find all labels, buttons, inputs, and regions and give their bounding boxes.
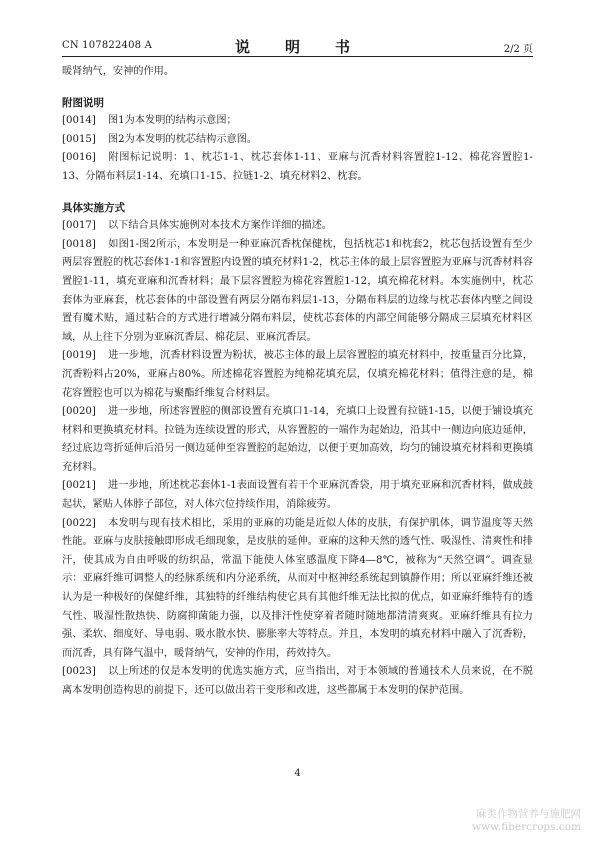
paragraph-text: 以上所述的仅是本发明的优选实施方式，应当指出，对于本领域的普通技术人员来说，在不脱离本发明创造构思的前提下，还可以做出若干变形和改进，这些都属于本发明的保护范围。: [62, 666, 533, 696]
paragraph-number: [0023]: [62, 666, 96, 678]
document-number: CN 107822408 A: [62, 40, 153, 51]
page-info: 2/2 页: [503, 44, 533, 55]
intro-continuation: 暖肾纳气，安神的作用。: [62, 66, 175, 77]
paragraph-text: 进一步地，所述容置腔的侧部设置有充填口1-14，充填口上设置有拉链1-15，以便于铺设填充材料和更换填充材料。拉链为连续设置的形式，从容置腔的一端作为起始边，沿其中一侧边向底边延伸，经过底边弯折延伸后沿另一侧边延伸至容置腔的起始边，以便于更加高效，均匀的铺设填充材料和更换填充材料。: [62, 406, 533, 473]
paragraph-0022: [62, 515, 533, 664]
paragraph-number: [0021]: [62, 480, 96, 492]
paragraph-number: [0014]: [62, 115, 96, 127]
paragraph-0021: [62, 477, 533, 514]
document-title: 说 明 书: [234, 38, 360, 56]
paragraph-text: 以下结合具体实施例对本技术方案作详细的描述。: [108, 220, 333, 232]
paragraph-text: 图1为本发明的结构示意图；: [108, 115, 237, 127]
paragraph-0019: [62, 347, 533, 403]
site-watermark: [472, 808, 581, 834]
paragraph-number: [0022]: [62, 517, 96, 529]
paragraph-0020: [62, 403, 533, 477]
paragraph-number: [0017]: [62, 220, 96, 232]
paragraph-0017: [62, 217, 533, 236]
page-header: [0, 0, 595, 60]
paragraph-number: [0020]: [62, 406, 96, 418]
paragraph-text: 图2为本发明的枕芯结构示意图。: [108, 133, 258, 145]
paragraph-0015: [62, 131, 533, 150]
paragraph-text: 本发明与现有技术相比，采用的亚麻的功能是近似人体的皮肤，有保护肌体，调节温度等天然性能。亚麻与皮肤接触即形成毛细现象，是皮肤的延伸。亚麻的这种天然的透气性、吸湿性、清爽性和排汗，使其成为自由呼吸的纺织品，常温下能使人体室感温度下降4—8℃，被称为“天然空调”。调查显示：亚麻纤维可调整人的经脉系统和内分泌系统，从而对中枢神经系统起到镇静作用；所以亚麻纤维还被认为是一种极好的保健纤维，其独特的纤维结构使它具有其他纤维无法比拟的优点，如亚麻纤维特有的透气性、吸湿性散热快、防腐抑菌能力强，以及排汗性使穿着者随时随地都清清爽爽。亚麻纤维具有拉力强、柔软、细度好、导电弱、吸水散水快、膨胀率大等特点。并且，本发明的填充材料中融入了沉香粉，而沉香，具有降气温中，暖肾纳气，安神的作用，药效持久。: [62, 517, 533, 659]
paragraph-text: 进一步地，所述枕芯套体1-1表面设置有若干个亚麻沉香袋，用于填充亚麻和沉香材料，做成鼓起状，紧贴人体脖子部位，对人体穴位持续作用，消除疲劳。: [62, 480, 533, 511]
paragraph-number: [0019]: [62, 350, 96, 362]
paragraph-0018: [62, 236, 533, 348]
paragraph-text: 进一步地，沉香材料设置为粉状，被芯主体的最上层容置腔的填充材料中，按重量百分比算，沉香粉料占20%，亚麻占80%。所述棉花容置腔为纯棉花填充层，仅填充棉花材料；值得注意的是，棉花容置腔也可以为棉花与聚酯纤维复合材料层。: [62, 350, 533, 399]
watermark-site-url: www.fibercrops.com: [472, 821, 581, 833]
paragraph-0016: [62, 149, 533, 186]
paragraph-text: 如图1-图2所示，本发明是一种亚麻沉香枕保健枕，包括枕芯1和枕套2，枕芯包括设置有至少两层容置腔的枕芯套体1-1和容置腔内设置的填充材料1-2，枕芯主体的最上层容置腔为亚麻与沉香材料容置腔1-11，填充亚麻和沉香材料；最下层容置腔为棉花容置腔1-12，填充棉花材料。本实施例中，枕芯套体为亚麻套，枕芯套体的中部设置有两层分隔布料层1-13，分隔布料层的边缘与枕芯套体内壁之间设置有魔术贴，通过粘合的方式进行增减分隔布料层，使枕芯套体的内部空间能够分隔成三层填充材料区域，从上往下分别为亚麻沉香层、棉花层、亚麻沉香层。: [62, 238, 533, 343]
paragraph-0014: [62, 112, 533, 131]
header-divider: [62, 56, 533, 57]
paragraph-text: 附图标记说明：1、枕芯1-1、枕芯套体1-11、亚麻与沉香材料容置腔1-12、棉花容置腔1-13、分隔布料层1-14、充填口1-15、拉链1-2、填充材料2、枕套。: [62, 152, 533, 182]
paragraph-number: [0018]: [62, 238, 96, 250]
watermark-site-name: 麻类作物营养与施肥网: [476, 808, 581, 820]
paragraph-0023: [62, 663, 533, 700]
paragraph-number: [0016]: [62, 152, 96, 164]
section-heading-drawings: 附图说明: [62, 96, 104, 109]
paragraph-number: [0015]: [62, 133, 96, 145]
page-number: 4: [294, 768, 301, 779]
section-heading-embodiment: 具体实施方式: [62, 201, 125, 214]
section-gap: [62, 82, 533, 94]
document-body: [62, 63, 533, 701]
section-gap: [62, 187, 533, 199]
